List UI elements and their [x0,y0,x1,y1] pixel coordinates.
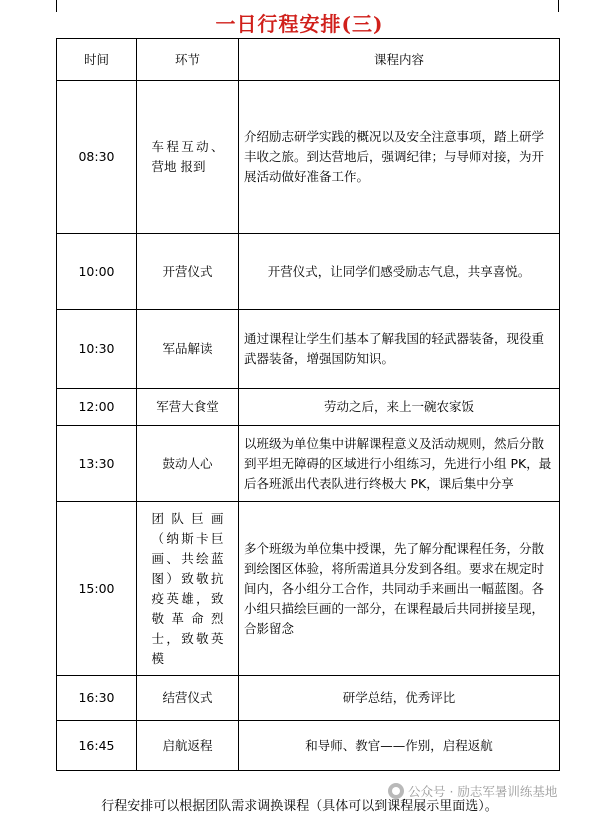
row-content: 和导师、教官——作别，启程返航 [239,721,560,771]
row-time: 15:00 [57,502,137,676]
row-segment: 车程互动、营地 报到 [137,81,239,234]
table-row [57,310,560,389]
header-content: 课程内容 [239,39,560,81]
table-header-row [57,39,560,81]
table-row [57,389,560,426]
row-content: 介绍励志研学实践的概况以及安全注意事项，踏上研学丰收之旅。到达营地后，强调纪律；与导师对接，为开展活动做好准备工作。 [239,81,560,234]
table-row [57,676,560,721]
header-segment: 环节 [137,39,239,81]
header-time: 时间 [57,39,137,81]
row-segment: 结营仪式 [137,676,239,721]
page-title: 一日行程安排(三) [215,12,384,36]
table-row [57,81,560,234]
row-time: 10:00 [57,234,137,310]
row-segment: 鼓动人心 [137,426,239,502]
row-content: 以班级为单位集中讲解课程意义及活动规则，然后分散到平坦无障碍的区域进行小组练习，先进行小组 PK，最后各班派出代表队进行终极大 PK，课后集中分享 [239,426,560,502]
row-time: 12:00 [57,389,137,426]
row-segment: 军品解读 [137,310,239,389]
row-time: 13:30 [57,426,137,502]
table-row [57,234,560,310]
table-row [57,721,560,771]
row-content: 开营仪式，让同学们感受励志气息，共享喜悦。 [239,234,560,310]
row-segment: 启航返程 [137,721,239,771]
row-segment: 开营仪式 [137,234,239,310]
row-segment: 军营大食堂 [137,389,239,426]
row-time: 08:30 [57,81,137,234]
row-time: 16:30 [57,676,137,721]
watermark-text: 公众号 · 励志军暑训练基地 [408,784,558,799]
row-time: 10:30 [57,310,137,389]
row-content: 劳动之后，来上一碗农家饭 [239,389,560,426]
table-row [57,426,560,502]
row-time: 16:45 [57,721,137,771]
row-content: 研学总结，优秀评比 [239,676,560,721]
schedule-table [56,38,560,771]
row-content: 多个班级为单位集中授课，先了解分配课程任务，分散到绘图区体验，将所需道具分发到各组。要求在规定时间内，各小组分工合作，共同动手来画出一幅蓝图。各小组只描绘巨画的一部分，在课程最后共同拼接呈现，合影留念 [239,502,560,676]
table-row [57,502,560,676]
row-segment: 团队巨画（纳斯卡巨画、共绘蓝图）致敬抗疫英雄，致敬革命烈士，致敬英模 [137,502,239,676]
row-content: 通过课程让学生们基本了解我国的轻武器装备，现役重武器装备，增强国防知识。 [239,310,560,389]
footnote: 行程安排可以根据团队需求调换课程（具体可以到课程展示里面选）。 [101,799,498,814]
